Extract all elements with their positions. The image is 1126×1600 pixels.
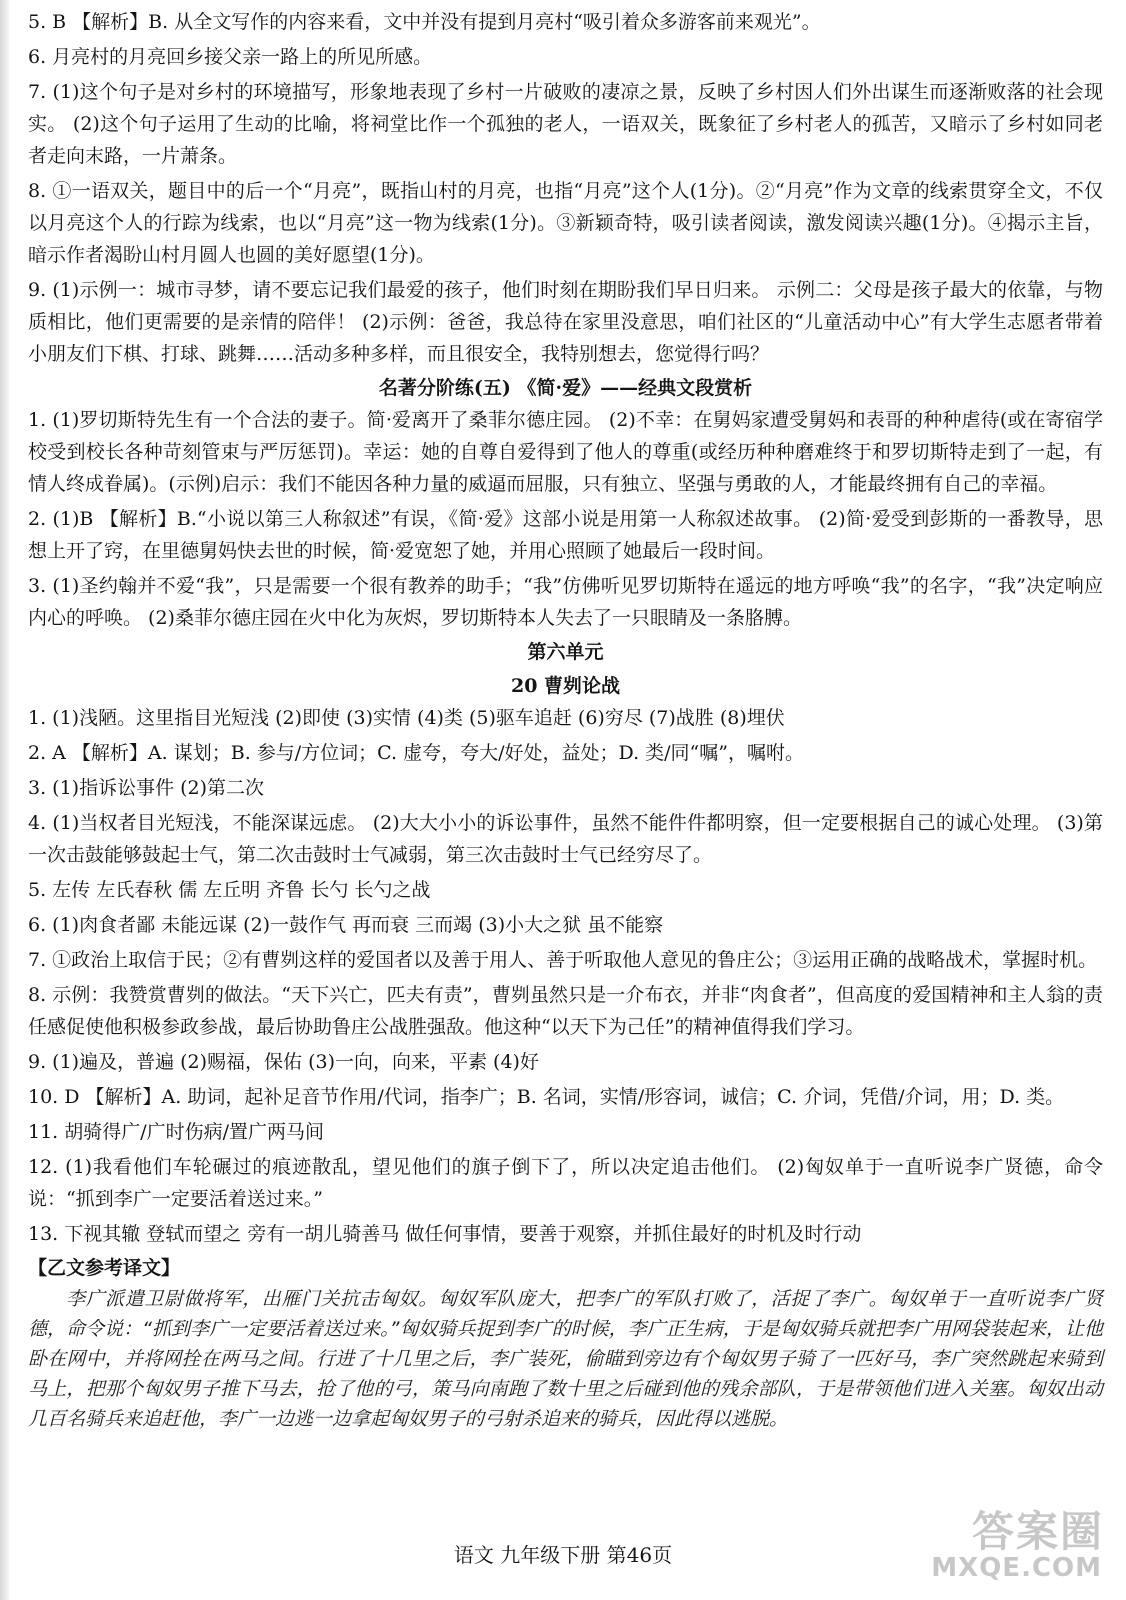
answer-6: 6. 月亮村的月亮回乡接父亲一路上的所见所感。: [28, 46, 433, 68]
lesson-answer-4: 4. (1)当权者目光短浅，不能深谋远虑。 (2)大大小小的诉讼事件，虽然不能件件都明察，但一定要根据自己的诚心处理。 (3)第一次击鼓能够鼓起士气，第二次击鼓时士气减弱，第三次击鼓时士气已经穷尽了。: [28, 812, 1103, 866]
unit-title: 第六单元: [527, 641, 604, 663]
answer-content: [28, 6, 1103, 1434]
lesson-answer-2: 2. A 【解析】A. 谋划；B. 参与/方位词；C. 虚夸，夸大/好处，益处；D. 类/同“嘱”，嘱咐。: [28, 742, 804, 764]
lesson-answer-13: 13. 下视其辙 登轼而望之 旁有一胡儿骑善马 做任何事情，要善于观察，并抓住最好的时机及时行动: [28, 1223, 862, 1245]
page-footer: 语文 九年级下册 第46页: [453, 1543, 673, 1567]
jane-eyre-answer-3: 3. (1)圣约翰并不爱“我”，只是需要一个很有教养的助手；“我”仿佛听见罗切斯特在遥远的地方呼唤“我”的名字，“我”决定响应内心的呼唤。 (2)桑菲尔德庄园在火中化为灰烬，罗切斯特本人失去了一只眼睛及一条胳膊。: [28, 575, 1103, 629]
lesson-answer-9: 9. (1)遍及，普遍 (2)赐福，保佑 (3)一向，向来，平素 (4)好: [28, 1051, 539, 1073]
site-watermark: [912, 1499, 1112, 1594]
lesson-answer-1: 1. (1)浅陋。这里指目光短浅 (2)即使 (3)实情 (4)类 (5)驱车追赶 (6)穷尽 (7)战胜 (8)埋伏: [28, 707, 785, 729]
answer-9: 9. (1)示例一：城市寻梦，请不要忘记我们最爱的孩子，他们时刻在期盼我们早日归来。 示例二：父母是孩子最大的依靠，与物质相比，他们更需要的是亲情的陪伴！ (2)示例：爸爸，我总待在家里没意思，咱们社区的“儿童活动中心”有大学生志愿者带着小朋友们下棋、打球、跳舞……活动多种多样，而且很安全，我特别想去，您觉得行吗？: [28, 279, 1103, 365]
lesson-answer-3: 3. (1)指诉讼事件 (2)第二次: [28, 777, 265, 799]
page-edge-shadow: [0, 0, 9, 1600]
translation-text: 李广派遣卫尉做将军，出雁门关抗击匈奴。匈奴军队庞大，把李广的军队打败了，活捉了李广。匈奴单于一直听说李广贤德，命令说：“抓到李广一定要活着送过来。”匈奴骑兵捉到李广的时候，李广正生病，于是匈奴骑兵就把李广用网袋装起来，让他卧在网中，并将网拴在两马之间。行进了十几里之后，李广装死，偷瞄到旁边有个匈奴男子骑了一匹好马，李广突然跳起来骑到马上，把那个匈奴男子推下马去，抢了他的弓，策马向南跑了数十里之后碰到他的残余部队，于是带领他们进入关塞。匈奴出动几百名骑兵来追赶他，李广一边逃一边拿起匈奴男子的弓射杀追来的骑兵，因此得以逃脱。: [28, 1288, 1103, 1430]
lesson-answer-12: 12. (1)我看他们车轮碾过的痕迹散乱，望见他们的旗子倒下了，所以决定追击他们。 (2)匈奴单于一直听说李广贤德，命令说：“抓到李广一定要活着送过来。”: [28, 1156, 1103, 1210]
lesson-answer-8: 8. 示例：我赞赏曹刿的做法。“天下兴亡，匹夫有责”，曹刿虽然只是一介布衣，并非“肉食者”，但高度的爱国精神和主人翁的责任感促使他积极参政参战，最后协助鲁庄公战胜强敌。他这种“以天下为己任”的精神值得我们学习。: [28, 984, 1103, 1038]
answer-5: 5. B 【解析】B. 从全文写作的内容来看，文中并没有提到月亮村“吸引着众多游客前来观光”。: [28, 11, 821, 33]
lesson-answer-7: 7. ①政治上取信于民；②有曹刿这样的爱国者以及善于用人、善于听取他人意见的鲁庄公；③运用正确的战略战术，掌握时机。: [28, 949, 1098, 971]
lesson-answer-10: 10. D 【解析】A. 助词，起补足音节作用/代词，指李广；B. 名词，实情/形容词，诚信；C. 介词，凭借/介词，用；D. 类。: [28, 1086, 1065, 1108]
lesson-answer-11: 11. 胡骑得广/广时伤病/置广两马间: [28, 1121, 325, 1143]
lesson-title: 20 曹刿论战: [510, 675, 621, 697]
jane-eyre-answer-1: 1. (1)罗切斯特先生有一个合法的妻子。简·爱离开了桑菲尔德庄园。 (2)不幸：在舅妈家遭受舅妈和表哥的种种虐待(或在寄宿学校受到校长各种苛刻管束与严厉惩罚)。幸运：她的自尊自爱得到了他人的尊重(或经历种种磨难终于和罗切斯特走到了一起，有情人终成眷属)。(示例)启示：我们不能因各种力量的威逼而屈服，只有独立、坚强与勇敢的人，才能最终拥有自己的幸福。: [28, 409, 1103, 495]
translation-title: 【乙文参考译文】: [28, 1257, 181, 1279]
lesson-answer-5: 5. 左传 左氏春秋 儒 左丘明 齐鲁 长勺 长勺之战: [28, 879, 431, 901]
answer-8: 8. ①一语双关，题目中的后一个“月亮”，既指山村的月亮，也指“月亮”这个人(1分)。②“月亮”作为文章的线索贯穿全文，不仅以月亮这个人的行踪为线索，也以“月亮”这一物为线索(1分)。③新颖奇特，吸引读者阅读，激发阅读兴趣(1分)。④揭示主旨，暗示作者渴盼山村月圆人也圆的美好愿望(1分)。: [28, 180, 1103, 266]
section-title-jane-eyre: 名著分阶练(五) 《简·爱》——经典文段赏析: [378, 377, 753, 399]
lesson-answer-6: 6. (1)肉食者鄙 未能远谋 (2)一鼓作气 再而衰 三而竭 (3)小大之狱 虽不能察: [28, 914, 664, 936]
jane-eyre-answer-2: 2. (1)B 【解析】B.“小说以第三人称叙述”有误，《简·爱》这部小说是用第一人称叙述故事。 (2)简·爱受到彭斯的一番教导，思想上开了窍，在里德舅妈快去世的时候，简·爱宽恕了她，并用心照顾了她最后一段时间。: [28, 508, 1103, 562]
watermark-en: MXQE.COM: [931, 1553, 1102, 1583]
watermark-cn: 答案圈: [971, 1507, 1104, 1556]
answer-7: 7. (1)这个句子是对乡村的环境描写，形象地表现了乡村一片破败的凄凉之景，反映了乡村因人们外出谋生而逐渐败落的社会现实。 (2)这个句子运用了生动的比喻，将祠堂比作一个孤独的老人，一语双关，既象征了乡村老人的孤苦，又暗示了乡村如同老者走向末路，一片萧条。: [28, 81, 1103, 167]
